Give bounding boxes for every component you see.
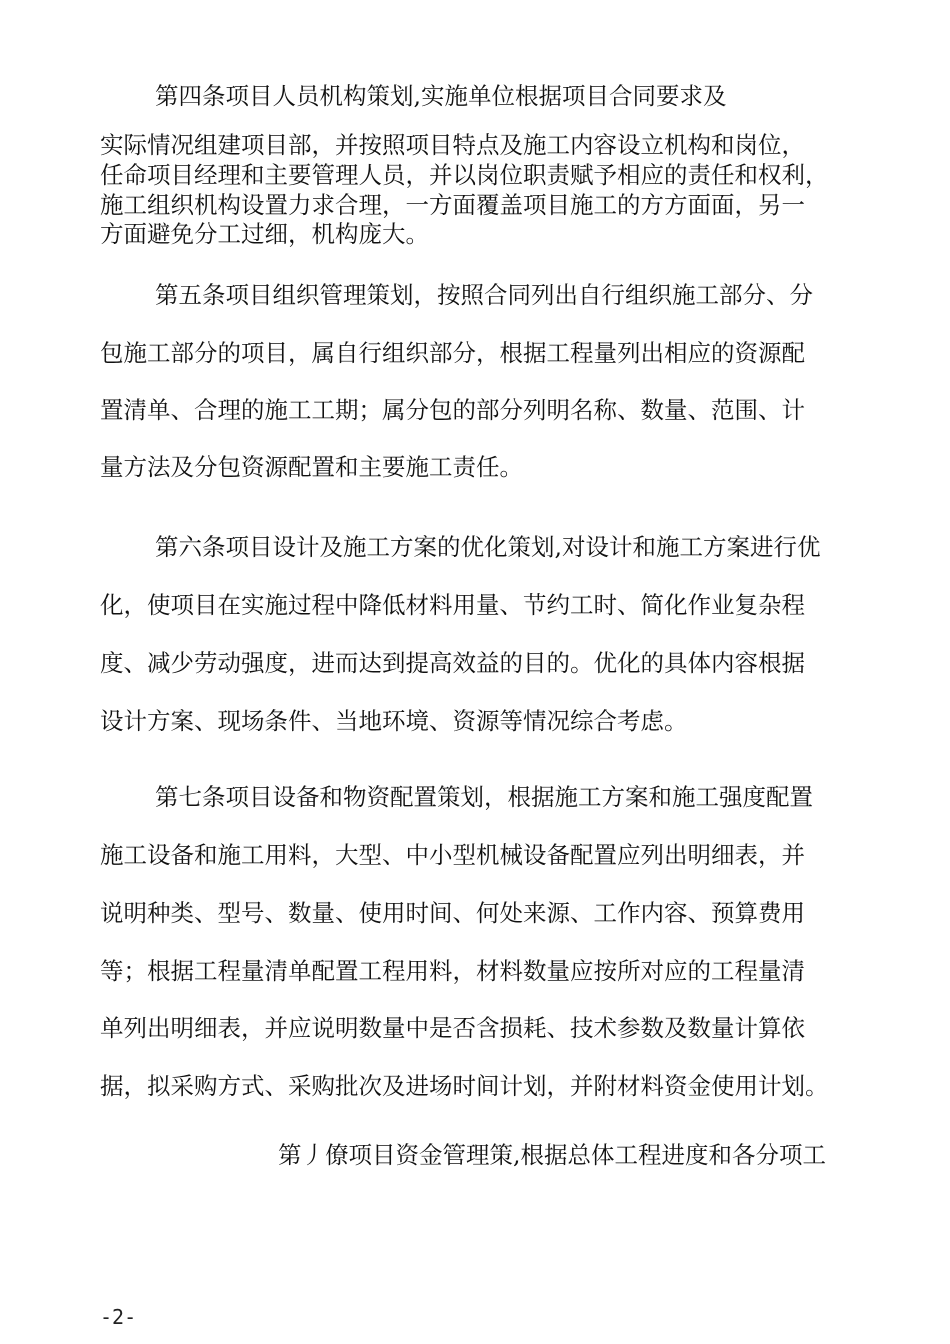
text-line: 施工设备和施工用料，大型、中小型机械设备配置应列出明细表，并 — [100, 841, 805, 869]
page-number: -2- — [100, 1305, 137, 1329]
text-line: 第七条项目设备和物资配置策划，根据施工方案和施工强度配置 — [155, 783, 813, 811]
text-line: 实际情况组建项目部，并按照项目特点及施工内容设立机构和岗位， — [100, 131, 805, 159]
text-line: 度、减少劳动强度，进而达到提高效益的目的。优化的具体内容根据 — [100, 649, 805, 677]
text-line: 等；根据工程量清单配置工程用料，材料数量应按所对应的工程量清 — [100, 957, 805, 985]
text-line: 设计方案、现场条件、当地环境、资源等情况综合考虑。 — [100, 707, 688, 735]
text-line: 第丿僚项目资金管理策,根据总体工程进度和各分项工 — [278, 1141, 826, 1169]
text-line: 说明种类、型号、数量、使用时间、何处来源、工作内容、预算费用 — [100, 899, 805, 927]
text-line: 施工组织机构设置力求合理，一方面覆盖项目施工的方方面面，另一 — [100, 191, 805, 219]
text-line: 据，拟采购方式、采购批次及进场时间计划，并附材料资金使用计划。 — [100, 1072, 829, 1100]
text-line: 置清单、合理的施工工期；属分包的部分列明名称、数量、范围、计 — [100, 396, 805, 424]
text-line: 第四条项目人员机构策划,实施单位根据项目合同要求及 — [155, 82, 727, 110]
text-line: 包施工部分的项目，属自行组织部分，根据工程量列出相应的资源配 — [100, 339, 805, 367]
text-line: 第五条项目组织管理策划，按照合同列出自行组织施工部分、分 — [155, 281, 813, 309]
text-line: 量方法及分包资源配置和主要施工责任。 — [100, 453, 523, 481]
text-line: 方面避免分工过细，机构庞大。 — [100, 220, 429, 248]
text-line: 任命项目经理和主要管理人员，并以岗位职责赋予相应的责任和权利， — [100, 161, 829, 189]
text-line: 化，使项目在实施过程中降低材料用量、节约工时、简化作业复杂程 — [100, 591, 805, 619]
text-line: 第六条项目设计及施工方案的优化策划,对设计和施工方案进行优 — [155, 533, 821, 561]
text-line: 单列出明细表，并应说明数量中是否含损耗、技术参数及数量计算依 — [100, 1014, 805, 1042]
